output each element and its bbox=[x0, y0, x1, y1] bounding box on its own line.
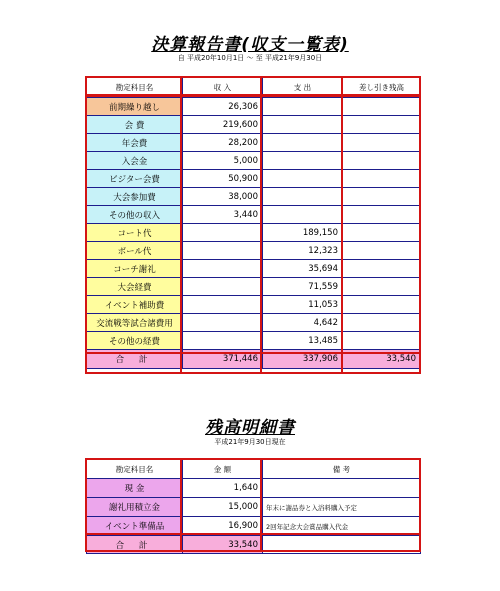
total-balance: 33,540 bbox=[343, 350, 421, 369]
expense-cell bbox=[263, 116, 343, 134]
row-label: 年会費 bbox=[87, 134, 183, 152]
income-cell: 219,600 bbox=[183, 116, 263, 134]
header-income: 収 入 bbox=[183, 78, 263, 98]
income-cell: 5,000 bbox=[183, 152, 263, 170]
expense-cell bbox=[263, 134, 343, 152]
expense-cell: 35,694 bbox=[263, 260, 343, 278]
expense-cell: 189,150 bbox=[263, 224, 343, 242]
table-row bbox=[87, 134, 421, 152]
row-label: ボール代 bbox=[87, 242, 183, 260]
expense-cell: 4,642 bbox=[263, 314, 343, 332]
row-label: 謝礼用積立金 bbox=[87, 498, 183, 517]
table-row bbox=[87, 224, 421, 242]
row-label: 前期繰り越し bbox=[87, 98, 183, 116]
expense-cell bbox=[263, 206, 343, 224]
remarks-cell: 2回年記念大会賞品購入代金 bbox=[263, 517, 421, 536]
income-cell bbox=[183, 332, 263, 350]
expense-cell bbox=[263, 188, 343, 206]
balance-cell bbox=[343, 242, 421, 260]
table-header-row bbox=[87, 460, 421, 479]
row-label: 会 費 bbox=[87, 116, 183, 134]
table-row bbox=[87, 517, 421, 536]
table-row bbox=[87, 314, 421, 332]
total-label: 合 計 bbox=[87, 536, 183, 554]
income-cell: 50,900 bbox=[183, 170, 263, 188]
row-label: ビジター会費 bbox=[87, 170, 183, 188]
balance-cell bbox=[343, 332, 421, 350]
table-row bbox=[87, 498, 421, 517]
row-label: コート代 bbox=[87, 224, 183, 242]
income-expense-table bbox=[86, 77, 421, 369]
expense-cell bbox=[263, 152, 343, 170]
income-cell: 3,440 bbox=[183, 206, 263, 224]
remarks-cell: 年末に謝品券と入浴料購入予定 bbox=[263, 498, 421, 517]
amount-cell: 16,900 bbox=[183, 517, 263, 536]
balance-sheet-date: 平成21年9月30日現在 bbox=[214, 438, 286, 446]
expense-cell: 71,559 bbox=[263, 278, 343, 296]
balance-cell bbox=[343, 224, 421, 242]
header-remarks: 備 考 bbox=[263, 460, 421, 479]
total-income: 371,446 bbox=[183, 350, 263, 369]
header-item: 勘定科目名 bbox=[87, 78, 183, 98]
income-cell bbox=[183, 260, 263, 278]
balance-cell bbox=[343, 260, 421, 278]
total-row bbox=[87, 536, 421, 554]
row-label: 大会経費 bbox=[87, 278, 183, 296]
table-row bbox=[87, 260, 421, 278]
balance-cell bbox=[343, 170, 421, 188]
table-row bbox=[87, 116, 421, 134]
income-cell: 38,000 bbox=[183, 188, 263, 206]
total-remarks bbox=[263, 536, 421, 554]
income-cell: 28,200 bbox=[183, 134, 263, 152]
table-row bbox=[87, 170, 421, 188]
row-label: その他の経費 bbox=[87, 332, 183, 350]
table-row bbox=[87, 479, 421, 498]
row-label: その他の収入 bbox=[87, 206, 183, 224]
amount-cell: 15,000 bbox=[183, 498, 263, 517]
amount-cell: 1,640 bbox=[183, 479, 263, 498]
expense-cell bbox=[263, 98, 343, 116]
table-header-row bbox=[87, 78, 421, 98]
balance-cell bbox=[343, 152, 421, 170]
header-item: 勘定科目名 bbox=[87, 460, 183, 479]
table-row bbox=[87, 332, 421, 350]
remarks-cell bbox=[263, 479, 421, 498]
row-label: 入会金 bbox=[87, 152, 183, 170]
expense-cell: 12,323 bbox=[263, 242, 343, 260]
row-label: イベント補助費 bbox=[87, 296, 183, 314]
row-label: イベント準備品 bbox=[87, 517, 183, 536]
balance-sheet-title: 残高明細書 bbox=[205, 418, 295, 438]
total-row bbox=[87, 350, 421, 369]
income-cell bbox=[183, 296, 263, 314]
income-cell bbox=[183, 224, 263, 242]
table-row bbox=[87, 152, 421, 170]
row-label: 交流戦等試合諸費用 bbox=[87, 314, 183, 332]
row-label: 大会参加費 bbox=[87, 188, 183, 206]
balance-cell bbox=[343, 314, 421, 332]
expense-cell: 11,053 bbox=[263, 296, 343, 314]
balance-cell bbox=[343, 98, 421, 116]
row-label: コーチ謝礼 bbox=[87, 260, 183, 278]
balance-cell bbox=[343, 188, 421, 206]
table-row bbox=[87, 296, 421, 314]
expense-cell: 13,485 bbox=[263, 332, 343, 350]
balance-cell bbox=[343, 278, 421, 296]
table-row bbox=[87, 98, 421, 116]
income-cell: 26,306 bbox=[183, 98, 263, 116]
balance-cell bbox=[343, 116, 421, 134]
total-amount: 33,540 bbox=[183, 536, 263, 554]
table-row bbox=[87, 188, 421, 206]
header-expense: 支 出 bbox=[263, 78, 343, 98]
income-cell bbox=[183, 242, 263, 260]
balance-detail-table bbox=[86, 459, 421, 554]
income-cell bbox=[183, 278, 263, 296]
balance-cell bbox=[343, 296, 421, 314]
total-expense: 337,906 bbox=[263, 350, 343, 369]
row-label: 現 金 bbox=[87, 479, 183, 498]
report-title: 決算報告書(収支一覧表) bbox=[151, 35, 349, 55]
table-row bbox=[87, 278, 421, 296]
expense-cell bbox=[263, 170, 343, 188]
table-row bbox=[87, 242, 421, 260]
report-period: 自 平成20年10月1日 〜 至 平成21年9月30日 bbox=[177, 54, 323, 62]
header-amount: 金 額 bbox=[183, 460, 263, 479]
total-label: 合 計 bbox=[87, 350, 183, 369]
balance-cell bbox=[343, 134, 421, 152]
table-row bbox=[87, 206, 421, 224]
header-balance: 差し引き残高 bbox=[343, 78, 421, 98]
income-cell bbox=[183, 314, 263, 332]
balance-cell bbox=[343, 206, 421, 224]
